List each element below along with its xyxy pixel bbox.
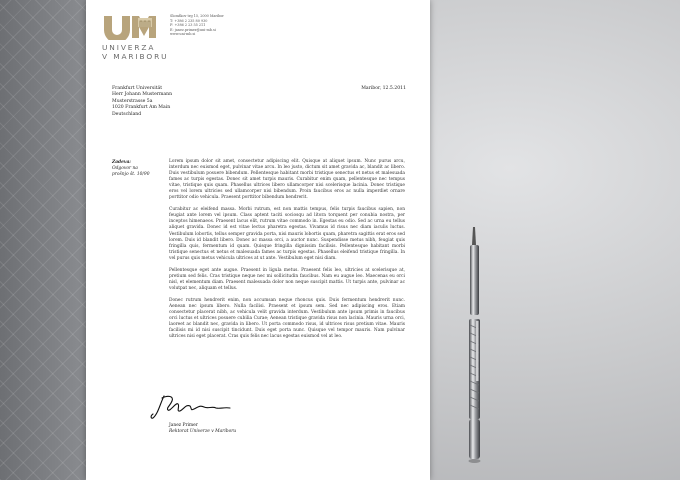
- letter-page: [86, 0, 430, 480]
- university-name-line1: UNIVERZA: [102, 43, 156, 52]
- university-name: [102, 43, 168, 61]
- contact-phone: T: +386 2 235 80 930: [170, 18, 208, 23]
- recipient-line: Musterstrasse 5a: [112, 98, 153, 104]
- patterned-panel: [0, 0, 86, 480]
- subject-label: Zadeva:: [112, 160, 131, 165]
- subject-line2: prošnjo št. 10/90: [112, 172, 150, 177]
- subject-line1: Odgovor na: [112, 166, 138, 171]
- signature-icon: [150, 392, 234, 422]
- contact-block: [170, 14, 224, 37]
- contact-address: Slomškov trg 15, 2000 Maribor: [170, 14, 224, 18]
- recipient-address: [112, 86, 172, 118]
- recipient-line: 1020 Frankfurt Am Main: [112, 105, 171, 111]
- contact-website: www.uni-mb.si: [170, 32, 196, 37]
- subject-block: [112, 160, 168, 178]
- letter-body: [169, 159, 405, 346]
- signer-role: Rektorat Univerze v Mariboru: [169, 429, 237, 435]
- university-logo-icon: [102, 12, 158, 40]
- body-paragraph: Lorem ipsum dolor sit amet, consectetur adipiscing elit. Quisque at aliquet ipsum. Nunc purus arcu, interdum nec euismod eget, pulvinar vitae arcu. In leo justo, dictum sit amet gravida ac, blandit ac libero. Duis vestibulum posuere bibendum. Pellentesque habitant morbi tristique senectus et netus et malesuada fames ac turpis egestas. Donec sit amet turpis mauris. Curabitur enim quam, pellentesque nec tempus vitae, tristique quis quam. Phasellus ultrices libero ullamcorper nisi scelerisque lacinia. Donec tristique eros vel lorem ultricies sed ullamcorper nisi bibendum. Proin faucibus eros ac nulla imperdiet ornare porttitor odio vehicula. Praesent porttitor bibendum hendrerit.: [169, 159, 405, 201]
- body-paragraph: Pellentesque eget ante augue. Praesent in ligula metus. Praesent felis leo, ultricies at scelerisque at, pretium sed felis. Cras tristique neque nec mi sollicitudin faucibus. Nam eu augue leo. Maecenas eu orci nisl, et elementum diam. Praesent malesuada dolor non neque suscipit mattis. Ut turpis ante, pulvinar ac volutpat nec, aliquam et tellus.: [169, 267, 405, 291]
- body-paragraph: Donec rutrum hendrerit enim, non accumsan neque rhoncus quis. Duis fermentum hendrerit nunc. Aenean nec ipsum libero. Nulla facilisi. Praesent et ipsum sem. Sed nec adipiscing eros. Etiam consectetur placerat nibh, ac vehicula velit gravida interdum. Vestibulum ante ipsum primis in faucibus orci luctus et ultrices posuere cubilia Curae; Aenean tristique gravida risus non lacinia. Mauris urna orci, laoreet ac blandit nec, gravida in libero. Ut porta commodo risus, id ultrices risus pretium vitae. Mauris facilisis mi id nisi suscipit tincidunt. Duis eget porta nunc. Quisque vel tempor mauris. Nam pulvinar ultrices nisi eget placerat. Cras quis felis nec lacus egestas euismod vel at leo.: [169, 297, 405, 340]
- contact-email: E: janez.primer@uni-mb.si: [170, 27, 216, 32]
- pen-icon: [455, 225, 495, 465]
- letter-date: Maribor, 12.5.2011: [361, 86, 406, 91]
- contact-fax: F: +386 2 23 55 211: [170, 23, 206, 28]
- signer-block: [169, 423, 236, 435]
- recipient-line: Herr Johann Mustermann: [112, 92, 173, 98]
- university-name-line2: V MARIBORU: [102, 52, 169, 61]
- recipient-line: Frankfurt Universität: [112, 86, 163, 91]
- signer-name: Janez Primer: [169, 423, 198, 428]
- body-paragraph: Curabitur ac eleifend massa. Morbi rutrum, est non mattis tempus, felis turpis faucibus sapien, non feugiat ante lorem vel ipsum. Class aptent taciti sociosqu ad litora torquent per conubia nostra, per inceptos himenaeos. Praesent lacus elit, rutrum vitae commodo in. Egestas eu odio. Sed ac urna eu tellus aliquet gravida. Donec id est vitae lectus pharetra egestas. Vivamus id risus nec diam iaculis luctus. Vestibulum lobortis, tellus semper gravida porta, nisi mauris lobortis quam, pharetra sagittis erat eros sed lorem. Duis id blandit libero. Donec ac massa orci, a auctor nunc. Suspendisse metus nibh, feugiat quis fringilla quis, fermentum id quam. Quisque fringilla dignissim facilisis. Pellentesque habitant morbi tristique senectus et netus et malesuada fames ac turpis egestas. Phasellus eleifend tristique fringilla. In vel purus quis metus vehicula ultrices at ut ante. Vestibulum eget nisi diam.: [169, 207, 405, 261]
- recipient-line: Deutschland: [112, 111, 142, 117]
